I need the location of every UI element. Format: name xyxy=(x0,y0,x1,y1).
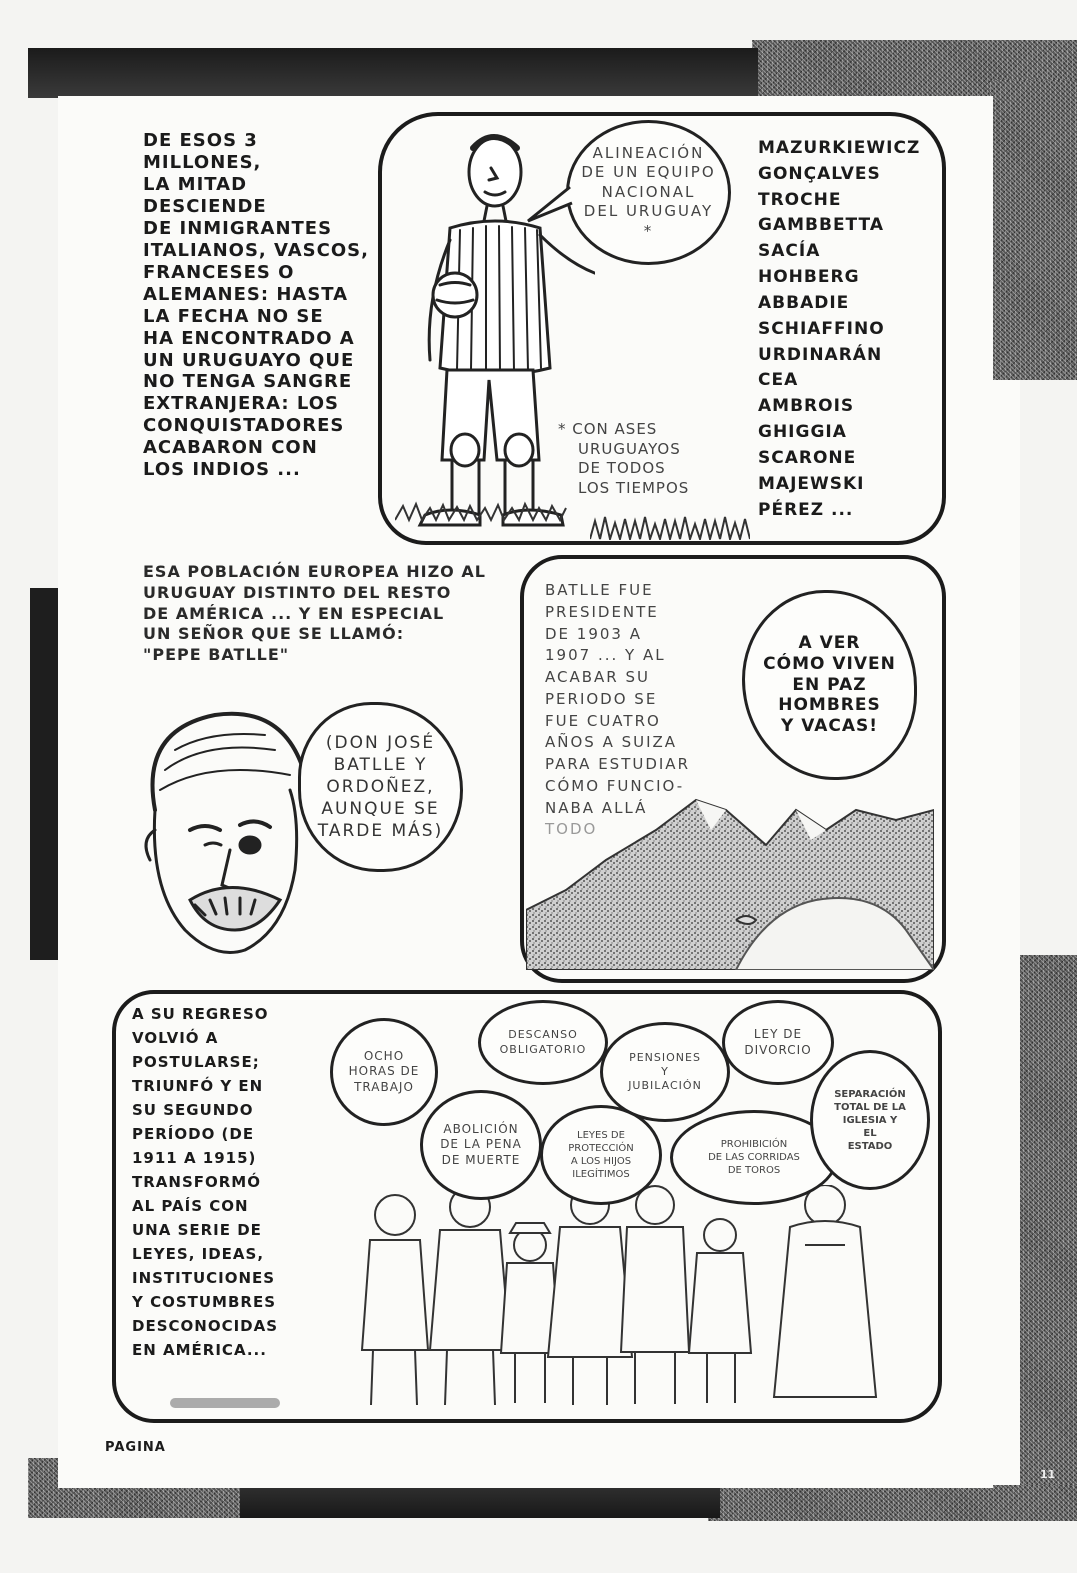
page-label: PAGINA xyxy=(105,1440,166,1455)
swiss-mountains-illustration xyxy=(526,770,934,970)
scan-border-left xyxy=(30,588,60,960)
crowd-of-citizens-illustration xyxy=(335,1185,895,1415)
comic-page-edge xyxy=(990,380,1020,1485)
panel1-lineup-list: MAZURKIEWICZ GONÇALVES TROCHE GAMBBETTA SACÍA HOHBERG ABBADIE SCHIAFFINO URDINARÁN CEA AMBROIS GHIGGIA SCARONE MAJEWSKI PÉREZ ... xyxy=(758,138,921,520)
panel1-footnote: * CON ASES URUGUAYOS DE TODOS LOS TIEMPOS xyxy=(558,420,690,497)
panel2-caption: ESA POBLACIÓN EUROPEA HIZO AL URUGUAY DISTINTO DEL RESTO DE AMÉRICA ... Y EN ESPECIAL UN SEÑOR QUE SE LLAMÓ: "PEPE BATLLE" xyxy=(143,562,486,665)
bubble-descanso: DESCANSO OBLIGATORIO xyxy=(478,1000,608,1085)
panel1-speech-bubble: ALINEACIÓN DE UN EQUIPO NACIONAL DEL URUGUAY * xyxy=(566,120,731,265)
bubble-pensiones: PENSIONES Y JUBILACIÓN xyxy=(600,1022,730,1122)
panel1-grass xyxy=(590,505,750,540)
panel2-speech-bubble: (DON JOSÉ BATLLE Y ORDOÑEZ, AUNQUE SE TARDE MÁS) xyxy=(298,702,463,872)
scan-noise-bottom-right xyxy=(708,1485,1077,1521)
bubble-divorcio: LEY DE DIVORCIO xyxy=(722,1000,834,1085)
panel3-narration: BATLLE FUE PRESIDENTE DE 1903 A 1907 ... Y AL ACABAR SU PERIODO SE FUE CUATRO AÑOS A SUIZA PARA ESTUDIAR CÓMO FUNCIO- NABA ALLÁ TODO xyxy=(545,581,690,839)
panel3-speech-bubble: A VER CÓMO VIVEN EN PAZ HOMBRES Y VACAS! xyxy=(742,590,917,780)
panel4-narration: A SU REGRESO VOLVIÓ A POSTULARSE; TRIUNFÓ Y EN SU SEGUNDO PERÍODO (DE 1911 A 1915) TRANSFORMÓ AL PAÍS CON UNA SERIE DE LEYES, IDEAS, INSTITUCIONES Y COSTUMBRES DESCONOCIDAS EN AMÉRICA... xyxy=(132,1005,279,1359)
bubble-separacion: SEPARACIÓN TOTAL DE LA IGLESIA Y EL ESTADO xyxy=(810,1050,930,1190)
panel1-narration: DE ESOS 3 MILLONES, LA MITAD DESCIENDE DE INMIGRANTES ITALIANOS, VASCOS, FRANCESES O ALEMANES: HASTA LA FECHA NO SE HA ENCONTRADO A UN URUGUAYO QUE NO TENGA SANGRE EXTRANJERA: LOS CONQUISTADORES ACABARON CON LOS INDIOS ... xyxy=(143,130,369,481)
scan-noise-right-bottom xyxy=(1018,955,1077,1485)
scan-noise-right-top xyxy=(990,80,1077,380)
bubble-corridas-toros: PROHIBICIÓN DE LAS CORRIDAS DE TOROS xyxy=(670,1110,838,1205)
batlle-portrait-illustration xyxy=(135,700,310,970)
bubble-proteccion-hijos: LEYES DE PROTECCIÓN A LOS HIJOS ILEGÍTIMOS xyxy=(540,1105,662,1205)
scan-border-top xyxy=(28,48,758,98)
panel1-speech-tail xyxy=(526,185,576,225)
panel4-scan-smudge xyxy=(170,1398,280,1408)
bubble-ocho-horas: OCHO HORAS DE TRABAJO xyxy=(330,1018,438,1126)
page-number: 11 xyxy=(1040,1468,1056,1481)
bubble-abolicion: ABOLICIÓN DE LA PENA DE MUERTE xyxy=(420,1090,542,1200)
scan-border-bottom xyxy=(240,1488,720,1518)
